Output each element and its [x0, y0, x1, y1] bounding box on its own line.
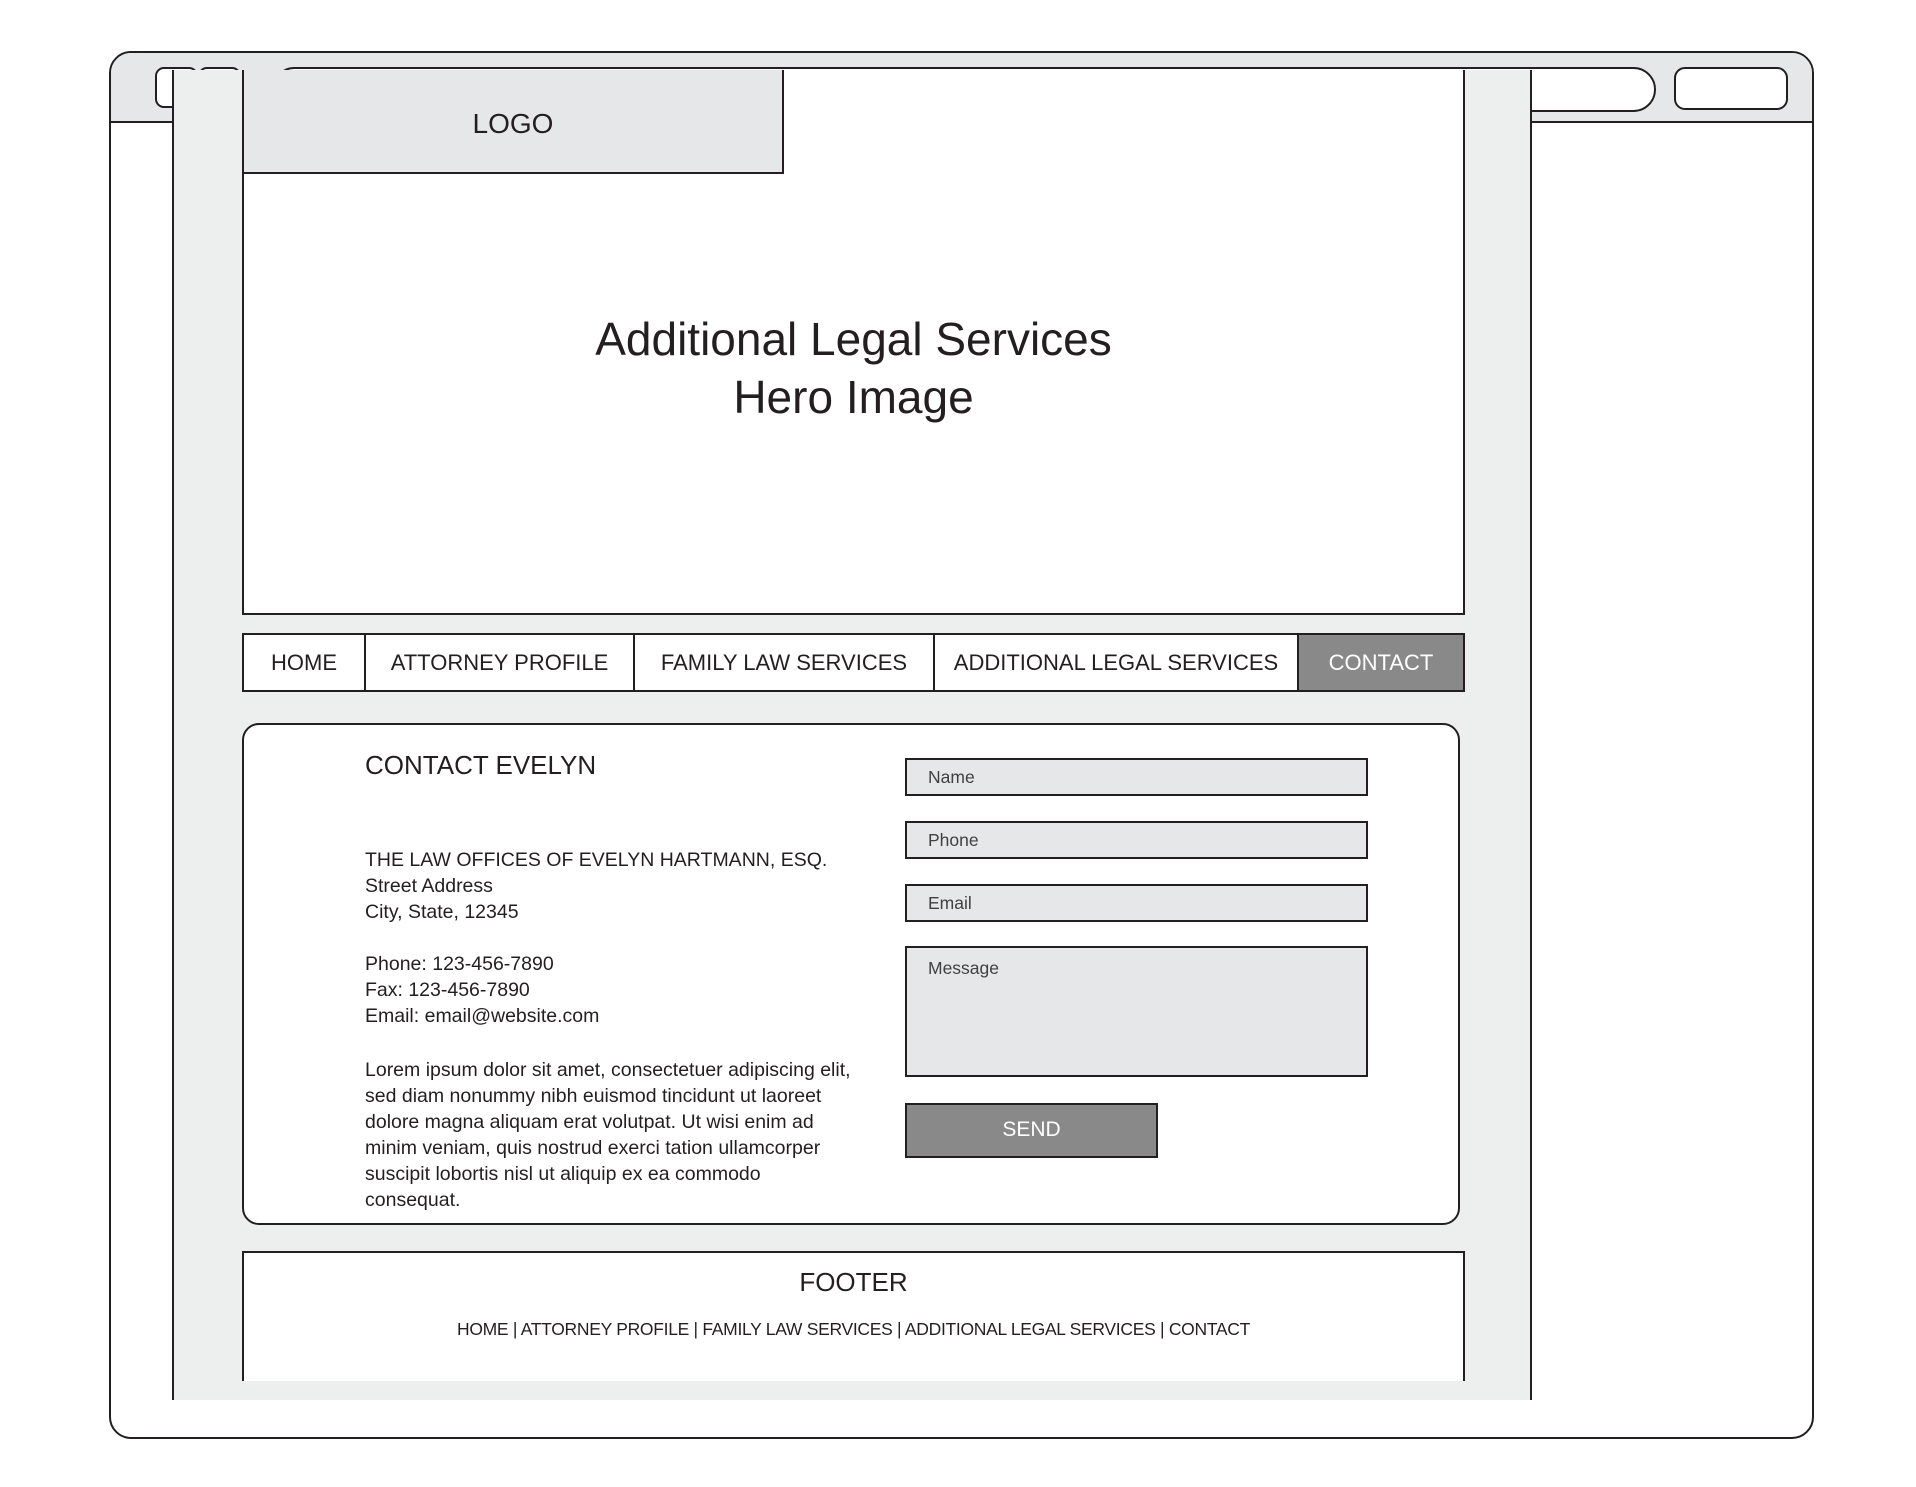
footer-title: FOOTER — [799, 1267, 908, 1297]
contact-description: Lorem ipsum dolor sit amet, consectetuer adipiscing elit, sed diam nonummy nibh euismod tincidunt ut laoreet dolore magna aliquam erat volutpat. Ut wisi enim ad minim veniam, quis nostrud exerci tation ullamcorper suscipit lobortis nisl ut aliquip ex ea commodo consequat. — [365, 1059, 851, 1211]
footer-links — [244, 1319, 1463, 1340]
hero-image-placeholder — [244, 310, 1463, 426]
phone-number: Phone: 123-456-7890 — [365, 953, 554, 975]
footer-separator: | — [508, 1319, 521, 1339]
city-state-zip: City, State, 12345 — [365, 901, 519, 923]
hero-section — [242, 70, 1465, 615]
message-field[interactable]: Message — [905, 946, 1368, 1077]
nav-item-home[interactable]: HOME — [244, 635, 366, 690]
send-button[interactable]: SEND — [905, 1103, 1158, 1158]
street-address: Street Address — [365, 875, 493, 897]
hero-subtitle: Hero Image — [733, 371, 974, 423]
footer-separator: | — [689, 1319, 703, 1339]
name-field[interactable]: Name — [905, 758, 1368, 796]
footer-link-family-law-services[interactable]: FAMILY LAW SERVICES — [702, 1319, 893, 1339]
main-navigation — [242, 633, 1465, 692]
email-field[interactable]: Email — [905, 884, 1368, 922]
phone-field[interactable]: Phone — [905, 821, 1368, 859]
contact-section — [242, 723, 1460, 1225]
contact-heading: CONTACT EVELYN — [365, 750, 597, 780]
firm-name: THE LAW OFFICES OF EVELYN HARTMANN, ESQ. — [365, 849, 828, 871]
nav-item-attorney-profile[interactable]: ATTORNEY PROFILE — [366, 635, 635, 690]
footer — [242, 1251, 1465, 1381]
footer-link-additional-legal-services[interactable]: ADDITIONAL LEGAL SERVICES — [904, 1319, 1156, 1339]
nav-item-contact[interactable]: CONTACT — [1299, 635, 1463, 690]
hero-title: Additional Legal Services — [595, 313, 1112, 365]
footer-separator: | — [892, 1319, 905, 1339]
footer-separator: | — [1155, 1319, 1169, 1339]
browser-action-button[interactable] — [1674, 67, 1788, 110]
logo[interactable]: LOGO — [244, 70, 784, 174]
footer-link-attorney-profile[interactable]: ATTORNEY PROFILE — [520, 1319, 689, 1339]
nav-item-additional-legal-services[interactable]: ADDITIONAL LEGAL SERVICES — [935, 635, 1299, 690]
fax-number: Fax: 123-456-7890 — [365, 979, 530, 1001]
nav-item-family-law-services[interactable]: FAMILY LAW SERVICES — [635, 635, 935, 690]
email-address: Email: email@website.com — [365, 1005, 600, 1027]
footer-link-home[interactable]: HOME — [456, 1319, 509, 1339]
footer-link-contact[interactable]: CONTACT — [1168, 1319, 1251, 1339]
